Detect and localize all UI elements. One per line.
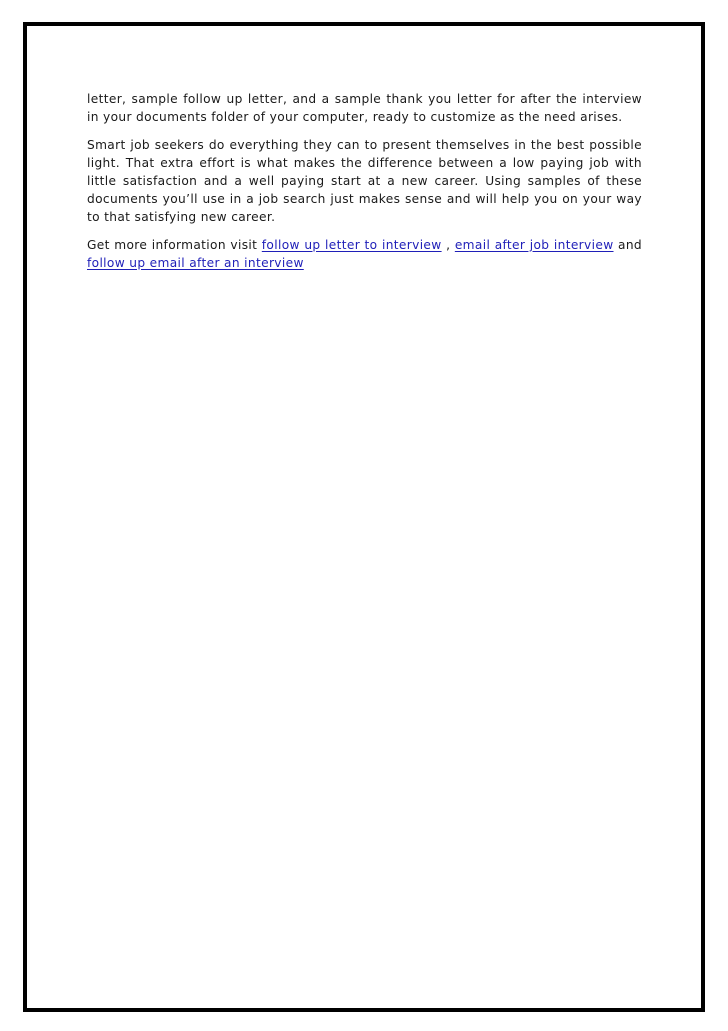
page-border: [23, 22, 705, 1012]
more-info-intro: Get more information visit: [87, 238, 262, 252]
link-follow-up-email-after-an-interview[interactable]: follow up email after an interview: [87, 256, 304, 270]
paragraph-more-information: [87, 236, 642, 272]
link-separator-and: and: [613, 238, 642, 252]
link-email-after-job-interview[interactable]: email after job interview: [454, 238, 614, 252]
paragraph-documents-folder: letter, sample follow up letter, and a sample thank you letter for after the interview in your documents folder of your computer, ready to customize as the need arises.: [87, 92, 642, 124]
paragraph-smart-job-seekers: Smart job seekers do everything they can to present themselves in the best possible light. That extra effort is what makes the difference between a low paying job with little satisfaction and a well paying start at a new career. Using samples of these documents you’ll use in a job search just makes sense and will help you on your way to that satisfying new career.: [87, 138, 642, 224]
link-follow-up-letter-to-interview[interactable]: follow up letter to interview: [261, 238, 442, 252]
link-separator-comma: ,: [441, 238, 455, 252]
document-body: [87, 90, 642, 282]
